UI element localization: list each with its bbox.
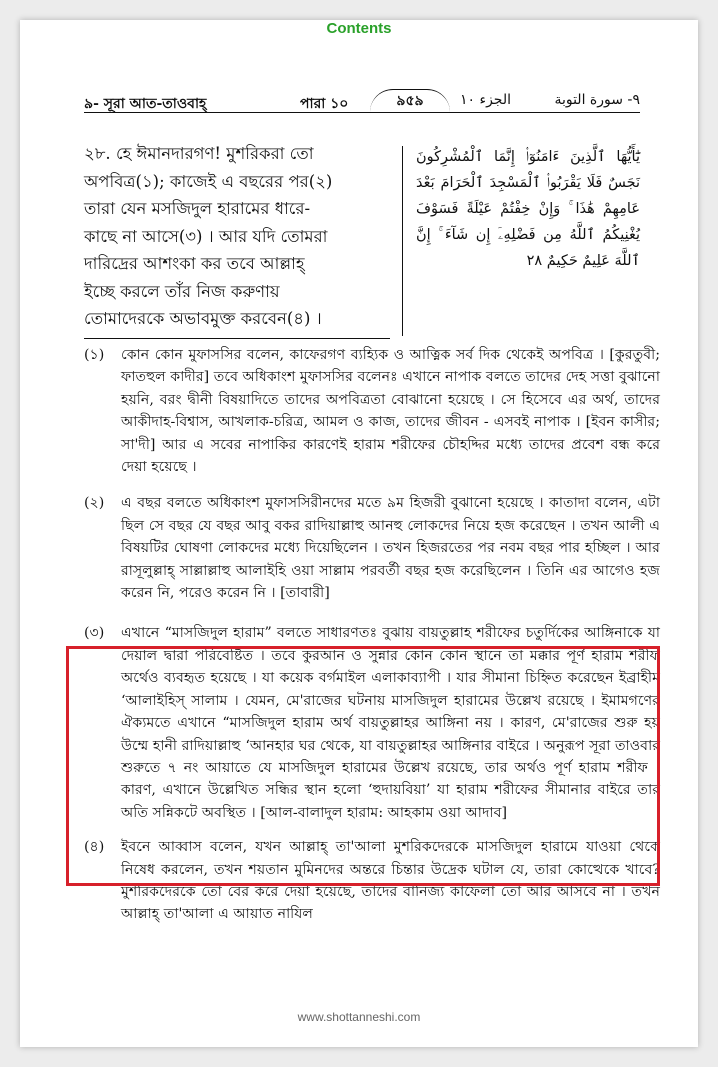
surah-title-arabic: ٩- سورة التوبة bbox=[554, 92, 640, 108]
verse-line: ২৮. হে ঈমানদারগণ! মুশরিকরা তো bbox=[84, 144, 314, 163]
verse-line: ইচ্ছে করলে তাঁর নিজ করুণায় bbox=[84, 281, 280, 301]
footnote-text: এ বছর বলতে অধিকাংশ মুফাসসিরীনদের মতে ৯ম হিজরী বুঝানো হয়েছে । কাতাদা বলেন, এটা ছিল সে বছর যে বছর আবু বকর রাদিয়াল্লাহু আনহু লোকদের নিয়ে হজ করেছেন । তখন আলী এ বিষয়টির ঘোষণা লোকদের মধ্যে দিয়েছিলেন । তখন হিজরতের পর নবম বছর পার হচ্ছিল । আর রাসূলুল্লাহ্ সাল্লাল্লাহু আলাইহি ওয়া সাল্লাম পরবর্তী বছর হজ করেছিলেন । তিনি এর আগেও হজ করেন নি, পরেও করেন নি । [তাবারী] bbox=[121, 495, 660, 602]
verse-line: অপবিত্র(১); কাজেই এ বছরের পর(২) bbox=[84, 171, 333, 191]
surah-title-bangla: ৯- সূরা আত-তাওবাহ্‌ bbox=[84, 96, 207, 112]
verse-line: তোমাদেরকে অভাবমুক্ত করবেন(৪) । bbox=[84, 309, 322, 328]
para-label: পারা ১০ bbox=[300, 96, 349, 112]
footnote-number: (১) bbox=[84, 347, 105, 363]
verse-translation bbox=[84, 140, 396, 333]
verse-line: কাছে না আসে(৩) । আর যদি তোমরা bbox=[84, 226, 328, 246]
footnote-number: (৩) bbox=[84, 625, 105, 642]
verse-number: ২৮. bbox=[84, 144, 111, 163]
contents-link[interactable]: Contents bbox=[326, 20, 392, 37]
verse-line: তারা যেন মসজিদুল হারামের ধারে- bbox=[84, 199, 311, 218]
site-footer: www.shottanneshi.com bbox=[297, 1010, 421, 1024]
footnote-text: ইবনে আব্বাস বলেন, যখন আল্লাহ্ তা'আলা মুশরিকদেরকে মাসজিদুল হারামে যাওয়া থেকে নিষেধ করলেন, তখন শয়তান মুমিনদের অন্তরে চিন্তার উদ্রেক ঘটাল যে, তারা কোত্থেকে খাবে? মুশরিকদেরকে তো বের করে দেয়া হয়েছে, তাদের বানিজ্য কাফেলা তো আর আসবে না । তখন আল্লাহ্ তা'আলা এ আয়াত নাযিল bbox=[121, 839, 660, 923]
highlight-box bbox=[66, 646, 660, 886]
verse-divider bbox=[402, 146, 403, 336]
verse-line: দারিদ্রের আশংকা কর তবে আল্লাহ্ bbox=[84, 254, 305, 273]
verse-arabic: يَٰٓأَيُّهَا ٱلَّذِينَ ءَامَنُوٓا۟ إِنَّمَا ٱلْمُشْرِكُونَ نَجَسٌ فَلَا يَقْرَبُوا۟ ٱلْمَسْجِدَ ٱلْحَرَامَ بَعْدَ عَامِهِمْ هَٰذَا ۚ وَإِنْ خِفْتُمْ عَيْلَةً فَسَوْفَ يُغْنِيكُمُ ٱللَّهُ مِن فَضْلِهِۦٓ إِن شَآءَ ۚ إِنَّ ٱللَّهَ عَلِيمٌ حَكِيمٌ ٢٨ bbox=[416, 149, 640, 269]
page-number: ৯৫৯ bbox=[370, 89, 450, 112]
verse-block bbox=[84, 140, 640, 338]
footnote-text: কোন কোন মুফাসসির বলেন, কাফেরগণ ব্যহ্যিক ও আত্নিক সর্ব দিক থেকেই অপবিত্র । [কুরতুবী; ফাতহুল কাদীর] তবে অধিকাংশ মুফাসসির বলেনঃ এখানে নাপাক বলতে তাদের দেহ সত্তা বুঝানো হয়নি, বরং দ্বীনী বিষয়াদিতে তাদের অপবিত্রতা বোঝানো হয়েছে । সে হিসেবে এর অর্থ, তাদের আকীদাহ-বিশ্বাস, আখলাক-চরিত্র, আমল ও কাজ, তাদের জীবন - এসবই নাপাক । [ইবন কাসীর; সা'দী] আর এ সবের নাপাকির কারণেই হারাম শরীফের চৌহদ্দির মধ্যে তাদের প্রবেশ বন্ধ করে দেয়া হয়েছে । bbox=[121, 347, 660, 476]
footnote-number: (২) bbox=[84, 495, 105, 512]
footnote-text: এখানে “মাসজিদুল হারাম” বলতে সাধারণতঃ বুঝায় বায়তুল্লাহ শরীফের চতুর্দিকের আঙ্গিনাকে যা দেয়াল দ্বারা পরিবেষ্টিত । তবে কুরআন ও সুন্নার কোন কোন স্থানে তা মক্কার পূর্ণ হারাম শরীফ অর্থেও ব্যবহৃত হয়েছে । যা কয়েক বর্গমাইল এলাকাব্যাপী । যার সীমানা চিহ্নিত করেছেন ইব্রাহীম ‘আলাইহিস্ সালাম । যেমন, মে'রাজের ঘটনায় মাসজিদুল হারামের উল্লেখ রয়েছে । ইমামগণের ঐক্যমতে এখানে “মাসজিদুল হারাম অর্থ বায়তুল্লাহর আঙ্গিনা নয় । কারণ, মে'রাজের শুরু হয় উম্মে হানী রাদিয়াল্লাহু ‘আনহার ঘর থেকে, যা বায়তুল্লাহর আঙ্গিনার বাইরে । অনুরূপ সূরা তাওবার শুরুতে ৭ নং আয়াতে যে মাসজিদুল হারামের উল্লেখ রয়েছে, তার অর্থও পূর্ণ হারাম শরীফ । কারণ, এখানে উল্লেখিত সন্ধির স্থান হলো ‘হুদায়বিয়া’ যা হারাম শরীফের সীমানার বাইরে তার অতি সন্নিকটে অবস্থিত । [আল-বালাদুল হারাম: আহকাম ওয়া আদাব] bbox=[121, 625, 660, 821]
footnote-1 bbox=[84, 344, 660, 478]
footnote-separator bbox=[84, 338, 390, 339]
juz-label-arabic: الجزء ١٠ bbox=[460, 92, 511, 108]
footnote-2 bbox=[84, 492, 660, 604]
header-rule bbox=[84, 112, 640, 113]
footnote-number: (৪) bbox=[84, 839, 105, 856]
page-header bbox=[84, 86, 640, 122]
